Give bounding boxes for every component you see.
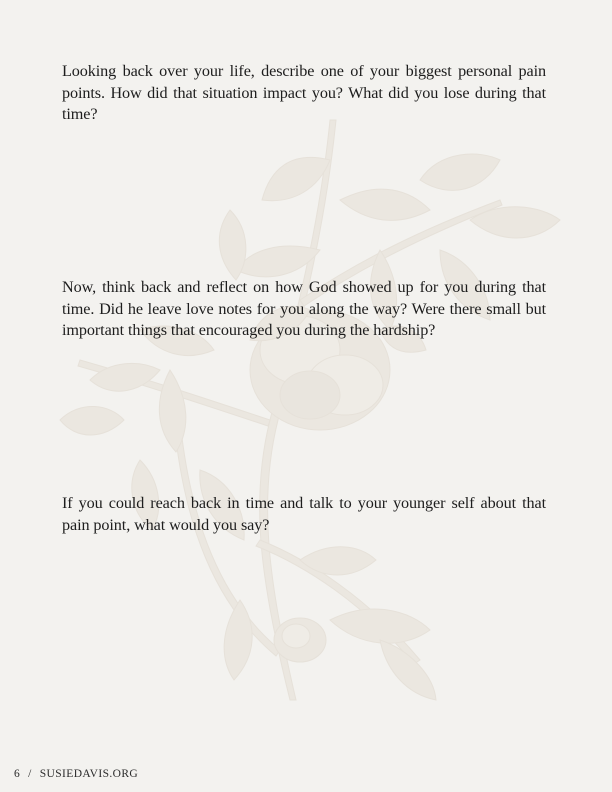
journal-prompt-2: Now, think back and reflect on how God showed up for you during that time. Did he leave love notes for you along the way? Were there small but important things that encouraged you during the hardship? <box>62 278 546 339</box>
journal-prompt-1: Looking back over your life, describe one of your biggest personal pain points. How did that situation impact you? What did you lose during that time? <box>62 62 546 123</box>
page-number: 6 <box>14 768 21 780</box>
footer-separator: / <box>28 768 32 780</box>
journal-prompt-3: If you could reach back in time and talk to your younger self about that pain point, what would you say? <box>62 494 546 534</box>
footer-website: SUSIEDAVIS.ORG <box>39 768 139 780</box>
page-footer <box>14 768 138 780</box>
